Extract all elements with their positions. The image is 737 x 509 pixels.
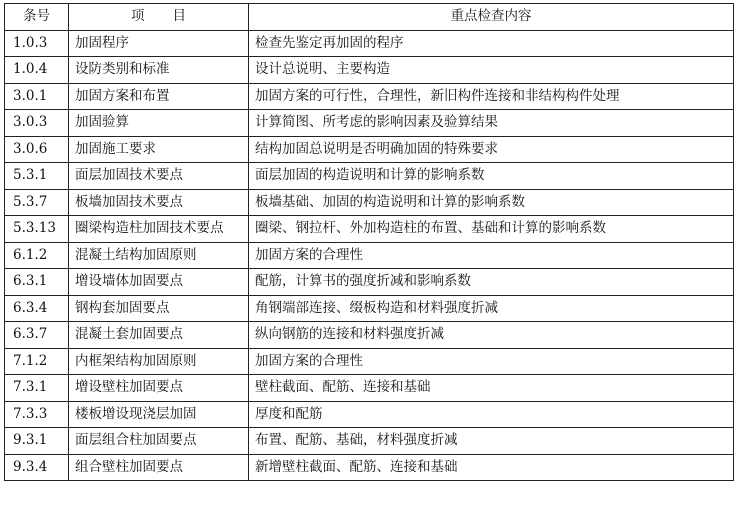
content-cell: 加固方案的合理性	[249, 348, 734, 375]
clause-number-cell: 7.1.2	[5, 348, 69, 375]
header-item: 项目	[69, 4, 249, 31]
item-cell: 楼板增设现浇层加固	[69, 401, 249, 428]
item-cell: 加固施工要求	[69, 136, 249, 163]
content-cell: 加固方案的可行性，合理性，新旧构件连接和非结构构件处理	[249, 83, 734, 110]
content-cell: 加固方案的合理性	[249, 242, 734, 269]
table-row	[5, 110, 734, 137]
table-row	[5, 322, 734, 349]
clause-number-cell: 1.0.4	[5, 57, 69, 84]
table-row	[5, 83, 734, 110]
content-cell: 厚度和配筋	[249, 401, 734, 428]
item-cell: 设防类别和标准	[69, 57, 249, 84]
inspection-table	[4, 3, 734, 481]
table-row	[5, 30, 734, 57]
clause-number-cell: 5.3.1	[5, 163, 69, 190]
content-cell: 纵向钢筋的连接和材料强度折减	[249, 322, 734, 349]
clause-number-cell: 6.3.7	[5, 322, 69, 349]
item-cell: 加固程序	[69, 30, 249, 57]
item-cell: 混凝土结构加固原则	[69, 242, 249, 269]
clause-number-cell: 9.3.1	[5, 428, 69, 455]
header-clause-number: 条号	[5, 4, 69, 31]
clause-number-cell: 5.3.7	[5, 189, 69, 216]
item-cell: 增设墙体加固要点	[69, 269, 249, 296]
table-row	[5, 401, 734, 428]
table-row	[5, 269, 734, 296]
content-cell: 面层加固的构造说明和计算的影响系数	[249, 163, 734, 190]
table-row	[5, 163, 734, 190]
clause-number-cell: 5.3.13	[5, 216, 69, 243]
table-row	[5, 242, 734, 269]
clause-number-cell: 3.0.3	[5, 110, 69, 137]
item-cell: 增设壁柱加固要点	[69, 375, 249, 402]
table-header-row	[5, 4, 734, 31]
item-cell: 加固验算	[69, 110, 249, 137]
content-cell: 设计总说明、主要构造	[249, 57, 734, 84]
clause-number-cell: 6.1.2	[5, 242, 69, 269]
item-cell: 组合壁柱加固要点	[69, 454, 249, 481]
content-cell: 板墙基础、加固的构造说明和计算的影响系数	[249, 189, 734, 216]
table-row	[5, 375, 734, 402]
table-row	[5, 216, 734, 243]
table-row	[5, 189, 734, 216]
table-row	[5, 136, 734, 163]
clause-number-cell: 7.3.3	[5, 401, 69, 428]
content-cell: 结构加固总说明是否明确加固的特殊要求	[249, 136, 734, 163]
clause-number-cell: 6.3.4	[5, 295, 69, 322]
item-cell: 板墙加固技术要点	[69, 189, 249, 216]
table-body	[5, 30, 734, 481]
content-cell: 配筋，计算书的强度折减和影响系数	[249, 269, 734, 296]
header-key-check-content: 重点检查内容	[249, 4, 734, 31]
item-cell: 面层加固技术要点	[69, 163, 249, 190]
clause-number-cell: 6.3.1	[5, 269, 69, 296]
item-cell: 圈梁构造柱加固技术要点	[69, 216, 249, 243]
item-cell: 混凝土套加固要点	[69, 322, 249, 349]
table-row	[5, 57, 734, 84]
clause-number-cell: 9.3.4	[5, 454, 69, 481]
table-row	[5, 428, 734, 455]
clause-number-cell: 3.0.1	[5, 83, 69, 110]
item-cell: 加固方案和布置	[69, 83, 249, 110]
table-row	[5, 295, 734, 322]
table-row	[5, 348, 734, 375]
content-cell: 壁柱截面、配筋、连接和基础	[249, 375, 734, 402]
table-row	[5, 454, 734, 481]
content-cell: 检查先鉴定再加固的程序	[249, 30, 734, 57]
clause-number-cell: 1.0.3	[5, 30, 69, 57]
item-cell: 钢构套加固要点	[69, 295, 249, 322]
content-cell: 角钢端部连接、缀板构造和材料强度折减	[249, 295, 734, 322]
clause-number-cell: 3.0.6	[5, 136, 69, 163]
clause-number-cell: 7.3.1	[5, 375, 69, 402]
content-cell: 新增壁柱截面、配筋、连接和基础	[249, 454, 734, 481]
content-cell: 计算简图、所考虑的影响因素及验算结果	[249, 110, 734, 137]
content-cell: 布置、配筋、基础，材料强度折减	[249, 428, 734, 455]
content-cell: 圈梁、钢拉杆、外加构造柱的布置、基础和计算的影响系数	[249, 216, 734, 243]
item-cell: 面层组合柱加固要点	[69, 428, 249, 455]
item-cell: 内框架结构加固原则	[69, 348, 249, 375]
